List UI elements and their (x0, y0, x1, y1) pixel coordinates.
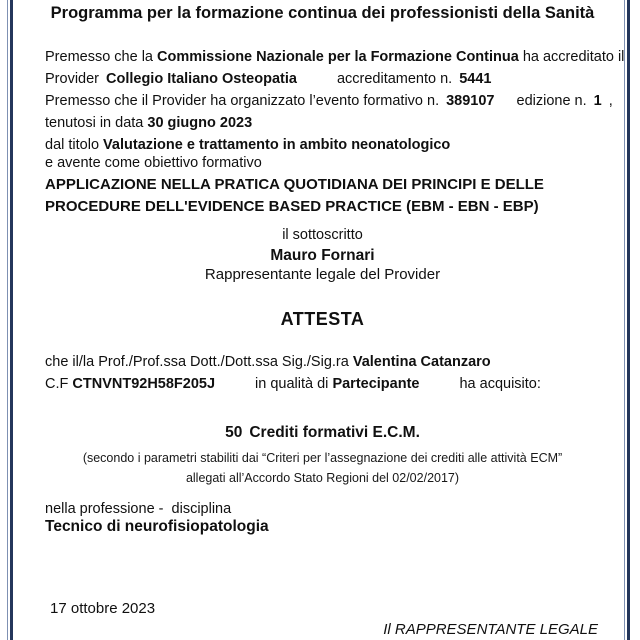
premise-line-event (45, 90, 624, 112)
undersigned-label: il sottoscritto (282, 227, 363, 243)
credits-note-line1: (secondo i parametri stabiliti dai “Criteri per l’assegnazione dei crediti alle attività ECM” (82, 451, 563, 465)
credits-note-line2: allegati all’Accordo Stato Regioni del 02/02/2017) (185, 471, 460, 485)
acquired-label: ha acquisito: (459, 376, 541, 392)
edition-label: edizione n. (516, 93, 587, 109)
edition-number: 1 (593, 93, 602, 109)
participant-line-name (45, 351, 541, 373)
participant-paragraph (45, 351, 541, 395)
event-label: Premesso che il Provider ha organizzato l’evento formativo n. (45, 93, 440, 109)
event-date: 30 giugno 2023 (147, 115, 253, 131)
cf-value: CTNVNT92H58F205J (72, 376, 216, 392)
attests-heading: ATTESTA (280, 309, 365, 329)
premise-paragraph (45, 46, 624, 156)
accreditation-label: accreditamento n. (336, 71, 453, 87)
event-title: Valutazione e trattamento in ambito neonatologico (103, 137, 451, 153)
event-title-label: dal titolo (45, 137, 104, 153)
profession-label: nella professione - disciplina (45, 501, 232, 517)
commission-name: Commissione Nazionale per la Formazione Continua (157, 49, 519, 65)
premise-line-date (45, 112, 624, 134)
legal-representative-name: Mauro Fornari (270, 247, 375, 264)
issue-date: 17 ottobre 2023 (50, 600, 156, 617)
participant-line-cf (45, 373, 541, 395)
event-number: 389107 (446, 93, 495, 109)
objective-label: e avente come obiettivo formativo (45, 155, 262, 171)
legal-representative-role: Rappresentante legale del Provider (204, 266, 441, 283)
premise-line-provider (45, 68, 624, 90)
participant-prefix: che il/la Prof./Prof.ssa Dott./Dott.ssa Sig./Sig.ra (45, 354, 353, 370)
role-value: Partecipante (332, 376, 420, 392)
premise-text: Premesso che la (45, 49, 158, 65)
role-label: in qualità di (255, 376, 333, 392)
premise-line-accreditation (45, 46, 624, 68)
profession-value: Tecnico di neurofisiopatologia (45, 518, 269, 535)
provider-label: Provider (45, 71, 99, 87)
credits-value: 50 (225, 424, 243, 441)
credits-label: Crediti formativi E.C.M. (249, 424, 420, 441)
border-right-outer (627, 0, 630, 640)
page-title: Programma per la formazione continua dei professionisti della Sanità (50, 4, 595, 22)
border-left-outer (7, 0, 8, 640)
date-label: tenutosi in data (45, 115, 148, 131)
cf-label: C.F (45, 376, 73, 392)
border-left-inner (10, 0, 13, 640)
premise-text: ha accreditato il (518, 49, 625, 65)
signature-title: Il RAPPRESENTANTE LEGALE (383, 621, 598, 638)
provider-name: Collegio Italiano Osteopatia (106, 71, 297, 87)
accreditation-number: 5441 (459, 71, 492, 87)
participant-name: Valentina Catanzaro (352, 354, 491, 370)
credits-heading (45, 424, 600, 442)
edition-comma: , (608, 93, 613, 109)
objective-text: APPLICAZIONE NELLA PRATICA QUOTIDIANA DEI PRINCIPI E DELLE PROCEDURE DELL'EVIDENCE BASED PRACTICE (EBM - EBN - EBP) (45, 176, 544, 215)
